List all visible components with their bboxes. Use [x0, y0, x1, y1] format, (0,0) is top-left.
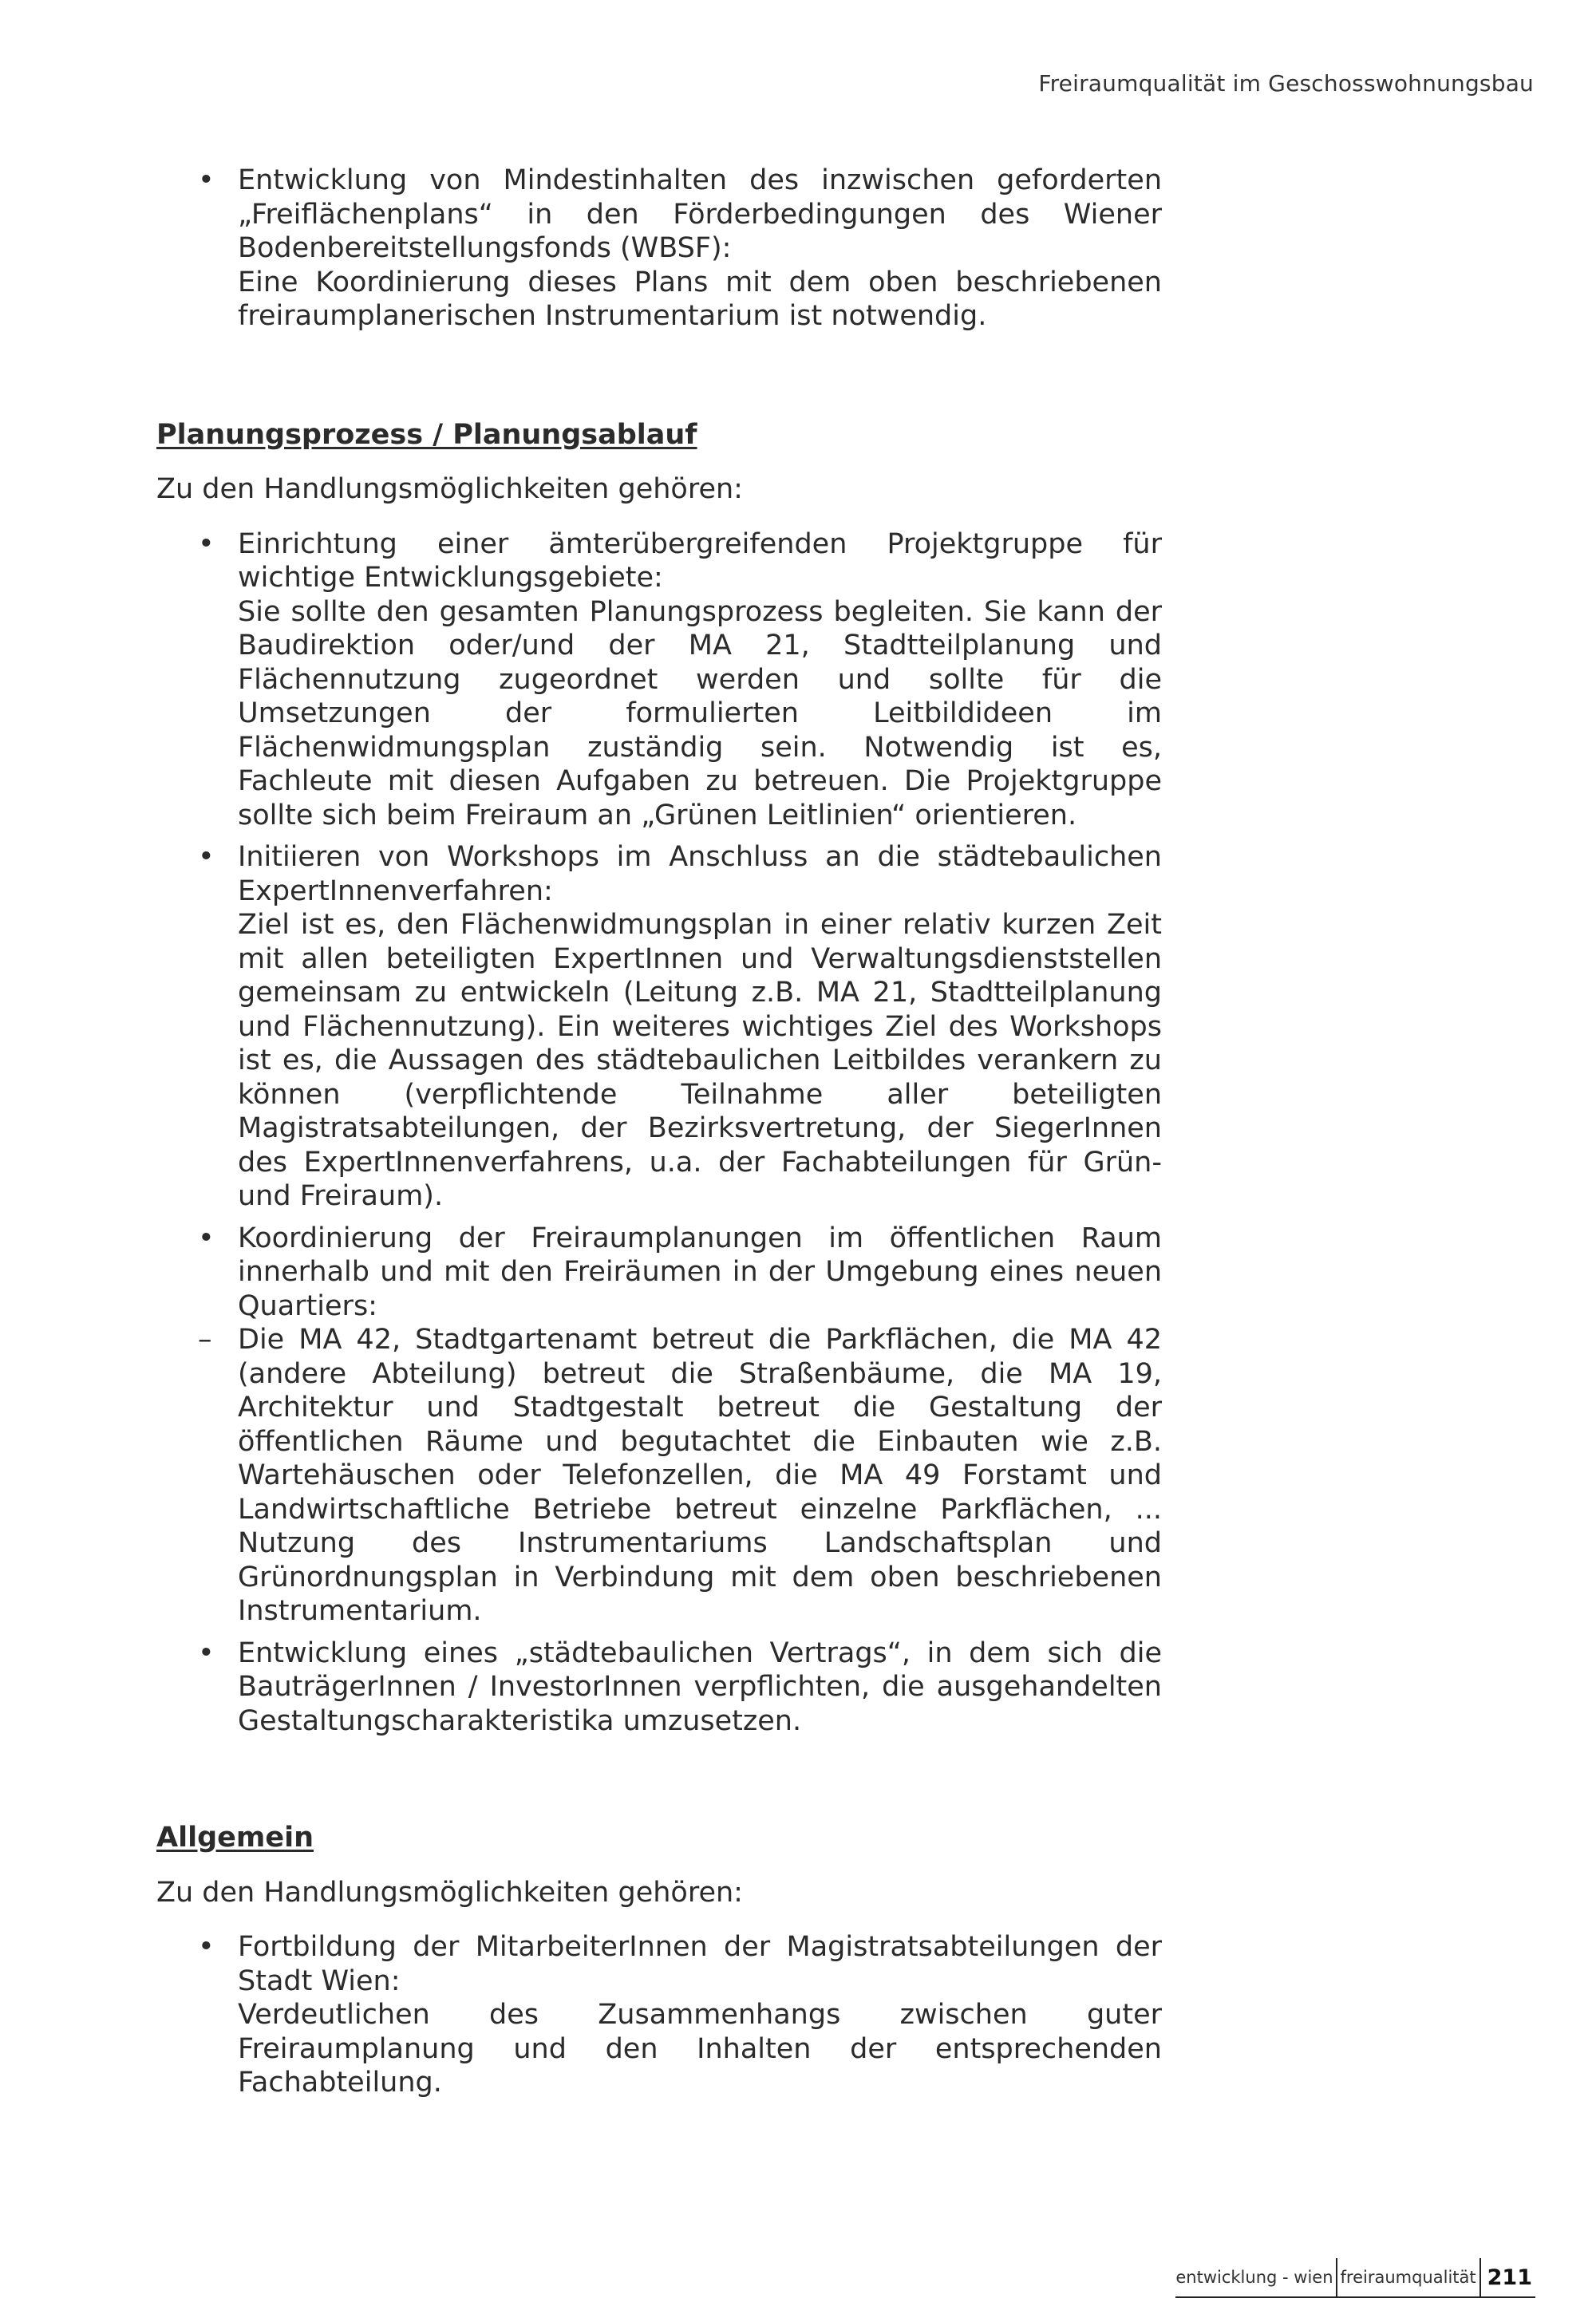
bullet-body: Eine Koordinierung dieses Plans mit dem oben beschriebenen freiraumplanerischen Instrumentarium ist notwendig. [238, 266, 1162, 332]
bullet-lead: Einrichtung einer ämterübergreifenden Projektgruppe für wichtige Entwicklungsgebiete: [238, 527, 1162, 594]
bullet-lead: Fortbildung der MitarbeiterInnen der Magistratsabteilungen der Stadt Wien: [238, 1931, 1162, 1997]
bullet-lead: Entwicklung eines „städtebaulichen Vertrags“, in dem sich die BauträgerInnen / InvestorInnen verpflichten, die ausgehandelten Gestaltungscharakteristika umzusetzen. [238, 1637, 1162, 1737]
page-footer [1175, 2258, 1535, 2298]
bullet-item-koordinierung [156, 1222, 1162, 1324]
bullet-body: Sie sollte den gesamten Planungsprozess begleiten. Sie kann der Baudirektion oder/und der MA 21, Stadtteilplanung und Flächennutzung zugeordnet werden und sollte für die Umsetzungen der formulierten Leitbildideen im Flächenwidmungsplan zuständig sein. Notwendig ist es, Fachleute mit diesen Aufgaben zu betreuen. Die Projektgruppe sollte sich beim Freiraum an „Grünen Leitlinien“ orientieren. [238, 595, 1162, 831]
bullet-icon: • [198, 1931, 215, 1963]
page-number: 211 [1479, 2258, 1535, 2296]
bullet-icon: • [198, 527, 215, 560]
footer-topic: freiraumqualität [1336, 2258, 1479, 2296]
bullet-icon: • [198, 1222, 215, 1254]
footer-series: entwicklung - wien [1175, 2268, 1333, 2287]
bullet-lead: Entwicklung von Mindestinhalten des inzwischen geforderten „Freiflächenplans“ in den Förderbedingungen des Wiener Bodenbereitstellungsfonds (WBSF): [238, 164, 1162, 264]
bullet-item-vertrag [156, 1637, 1162, 1739]
section-intro: Zu den Handlungsmöglichkeiten gehören: [156, 1876, 743, 1909]
bullet-item-fortbildung [156, 1930, 1162, 2100]
bullet-lead: Koordinierung der Freiraumplanungen im öffentlichen Raum innerhalb und mit den Freiräumen in der Umgebung eines neuen Quartiers: [238, 1222, 1162, 1322]
bullet-item-workshops [156, 840, 1162, 1214]
section-heading-planungsprozess: Planungsprozess / Planungsablauf [156, 418, 697, 451]
page-content [156, 164, 1162, 2100]
bullet-icon: • [198, 164, 215, 196]
bullet-icon: • [198, 841, 215, 873]
bullet-item-projektgruppe [156, 527, 1162, 833]
dash-item-zustaendigkeiten [156, 1323, 1162, 1629]
bullet-icon: • [198, 1637, 215, 1669]
dash-icon: – [198, 1324, 212, 1356]
section-intro: Zu den Handlungsmöglichkeiten gehören: [156, 473, 743, 505]
bullet-item-freiflaechenplan [156, 164, 1162, 334]
bullet-lead: Initiieren von Workshops im Anschluss an die städtebaulichen ExpertInnenverfahren: [238, 841, 1162, 907]
dash-item-text: Die MA 42, Stadtgartenamt betreut die Parkflächen, die MA 42 (andere Abteilung) betreut die Straßenbäume, die MA 19, Architektur und Stadtgestalt betreut die Gestaltung der öffentlichen Räume und begutachtet die Einbauten wie z.B. Wartehäuschen oder Telefonzellen, die MA 49 Forstamt und Landwirtschaftliche Betriebe betreut einzelne Parkflächen, ... Nutzung des Instrumentariums Landschaftsplan und Grünordnungsplan in Verbindung mit dem oben beschriebenen Instrumentarium. [238, 1324, 1162, 1627]
bullet-body: Verdeutlichen des Zusammenhangs zwischen guter Freiraumplanung und den Inhalten der entsprechenden Fachabteilung. [238, 1999, 1162, 2099]
running-header: Freiraumqualität im Geschosswohnungsbau [1038, 70, 1534, 97]
bullet-body: Ziel ist es, den Flächenwidmungsplan in einer relativ kurzen Zeit mit allen beteiligten ExpertInnen und Verwaltungsdienststellen gemeinsam zu entwickeln (Leitung z.B. MA 21, Stadtteilplanung und Flächennutzung). Ein weiteres wichtiges Ziel des Workshops ist es, die Aussagen des städtebaulichen Leitbildes verankern zu können (verpflichtende Teilnahme aller beteiligten Magistratsabteilungen, der Bezirksvertretung, der SiegerInnen des ExpertInnenverfahrens, u.a. der Fachabteilungen für Grün- und Freiraum). [238, 909, 1162, 1212]
section-heading-allgemein: Allgemein [156, 1822, 314, 1854]
